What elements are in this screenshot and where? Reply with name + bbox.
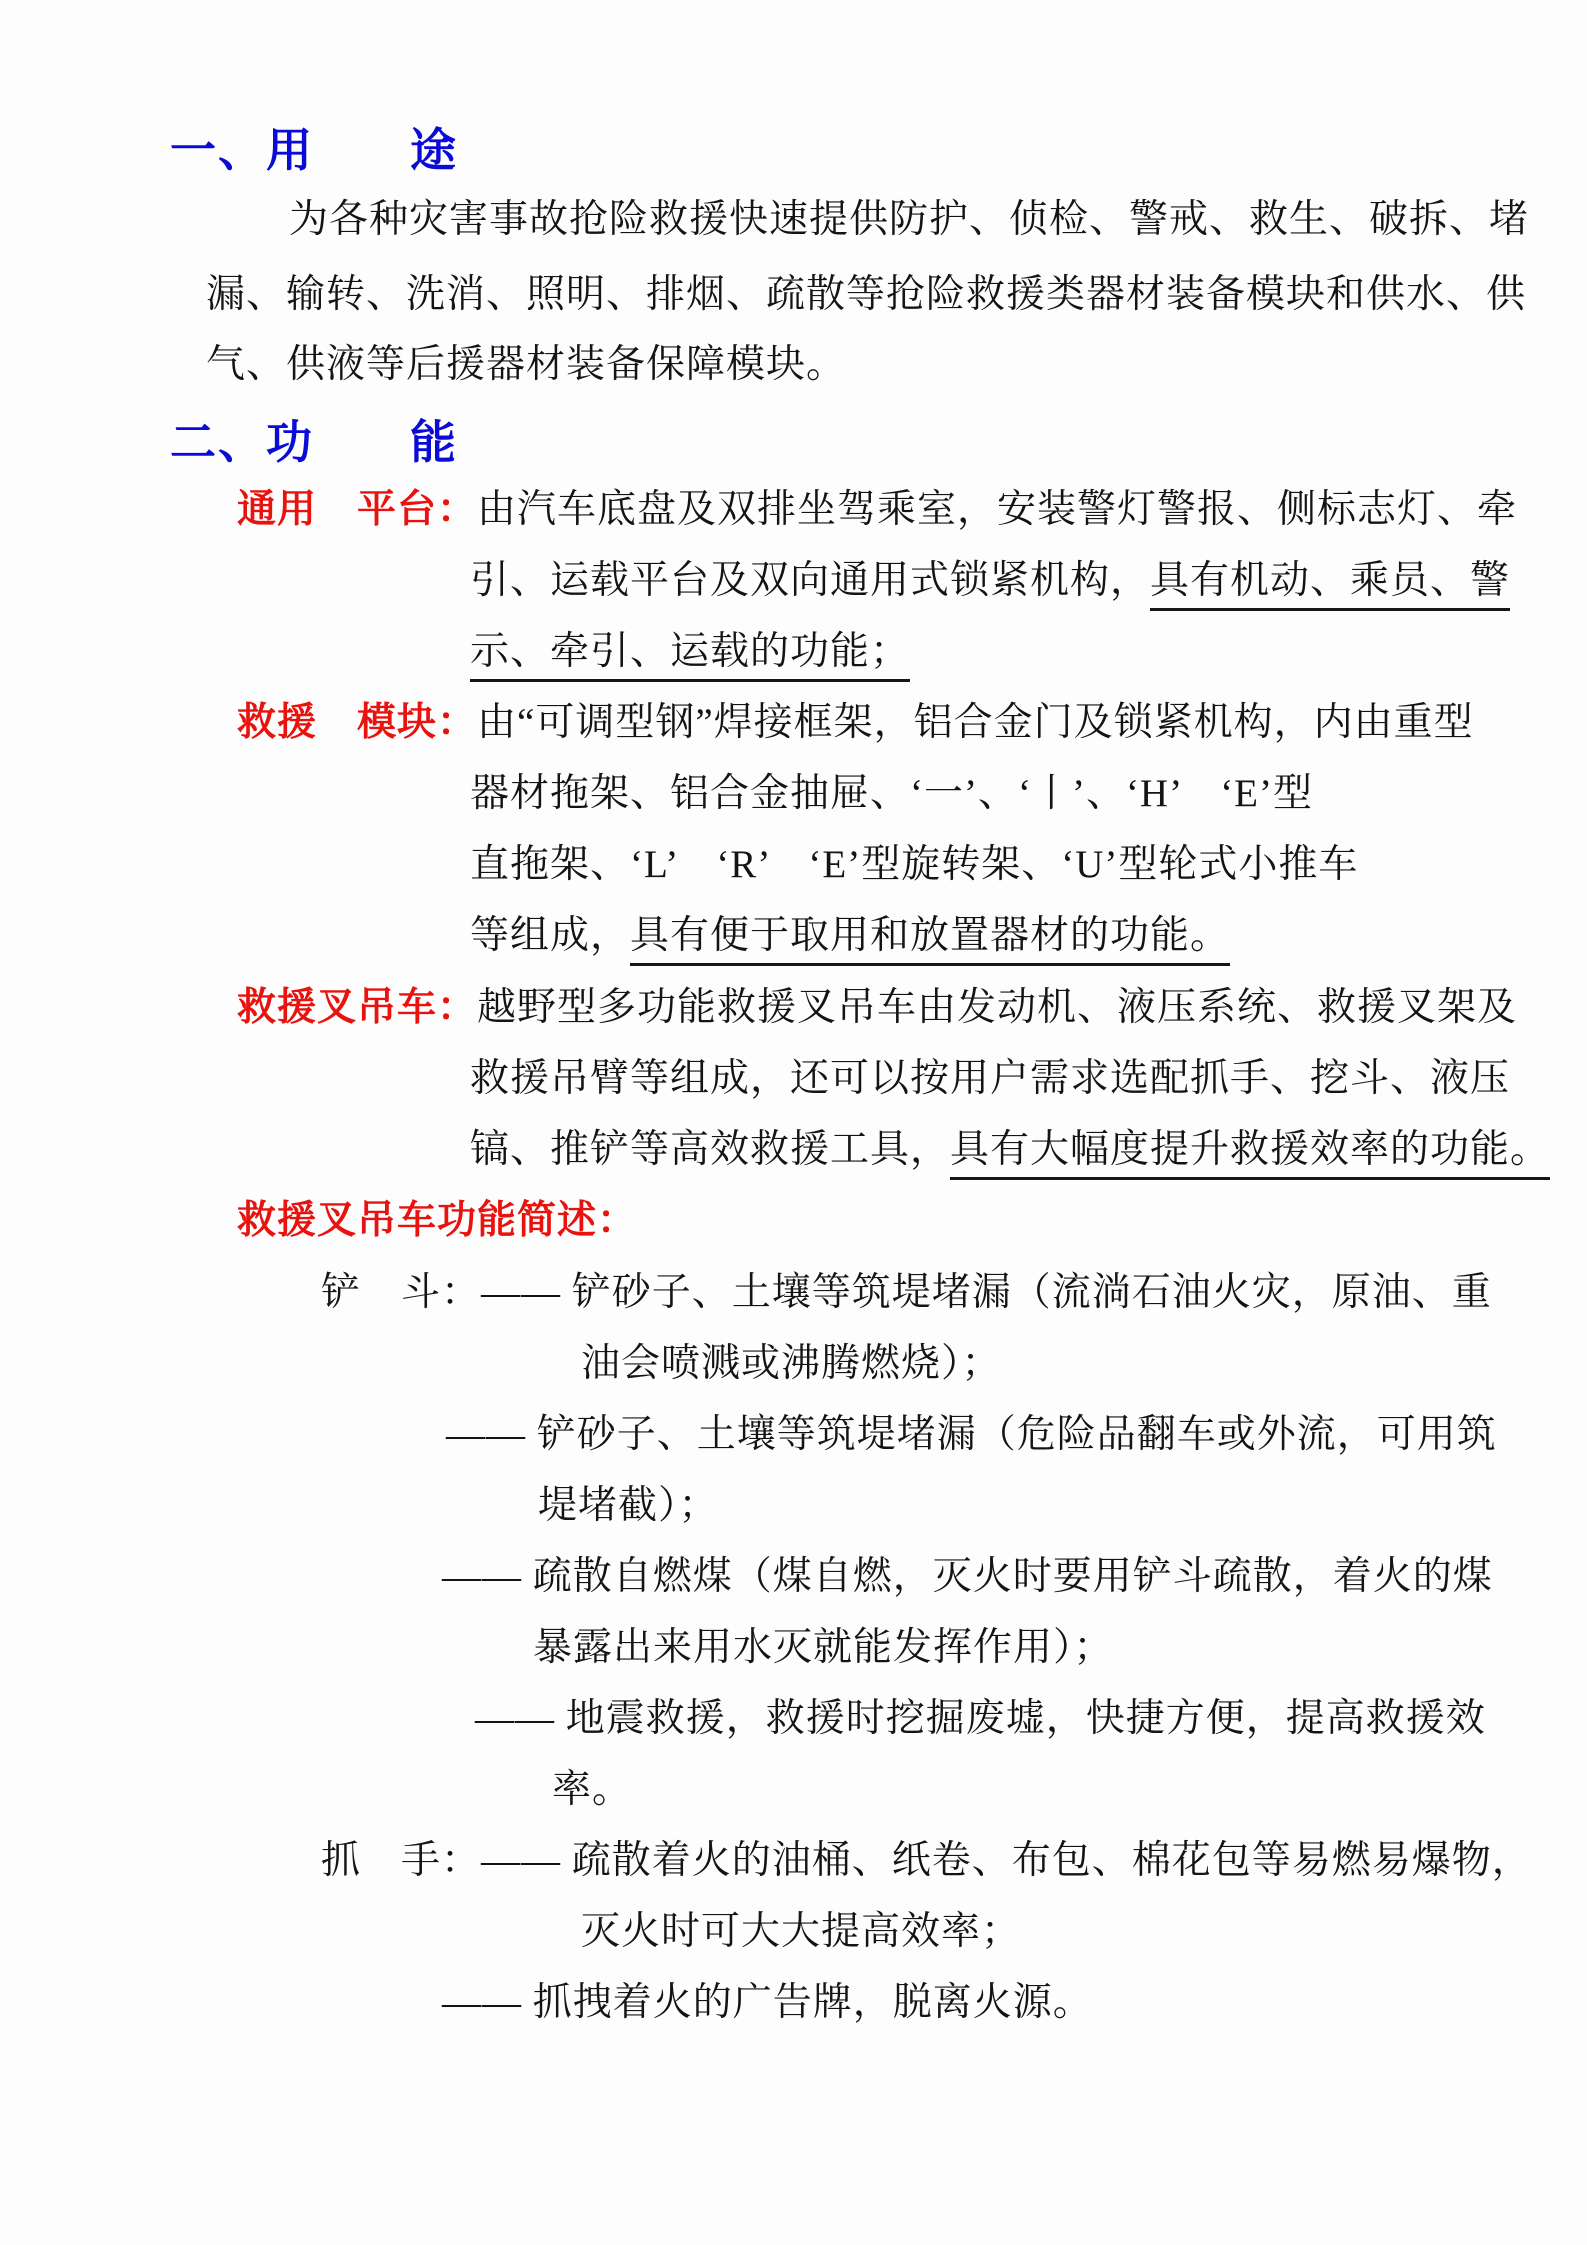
bucket-item-1-line-2-text-0: 油会喷溅或沸腾燃烧）； xyxy=(581,1342,1002,1385)
usage-para-line-3-text-0: 气、供液等后援器材装备保障模块。 xyxy=(206,343,847,386)
bucket-item-2-line-1 xyxy=(446,1411,1497,1460)
bucket-item-2-line-2-text-0: 堤堵截）； xyxy=(538,1484,719,1527)
crane-line-3-text-1: 具有大幅度提升救援效率的功能。 xyxy=(950,1128,1550,1180)
usage-para-line-2 xyxy=(206,271,1526,320)
bucket-item-4-line-1 xyxy=(475,1695,1486,1744)
rescue-module-line-2 xyxy=(470,770,1313,819)
crane-line-3-text-0: 镐、推铲等高效救援工具， xyxy=(470,1128,951,1171)
gripper-item-1-line-1-text-0: 抓 手：—— 疏散着火的油桶、纸卷、布包、棉花包等易燃易爆物， xyxy=(321,1839,1532,1882)
usage-para-line-2-text-0: 漏、输转、洗消、照明、排烟、疏散等抢险救援类器材装备模块和供水、供 xyxy=(206,273,1527,316)
rescue-module-line-4-text-1: 具有便于取用和放置器材的功能。 xyxy=(630,914,1230,966)
bucket-item-1-line-1-text-0: 铲 斗：—— 铲砂子、土壤等筑堤堵漏（流淌石油火灾，原油、重 xyxy=(321,1271,1492,1314)
crane-line-2 xyxy=(470,1055,1510,1104)
rescue-module-line-4-text-0: 等组成， xyxy=(470,914,631,957)
bucket-item-1-line-2 xyxy=(581,1340,1002,1389)
rescue-module-line-2-text-0: 器材拖架、铝合金抽屉、‘一’、‘丨’、‘H’ ‘E’型 xyxy=(470,772,1313,815)
usage-para-line-1-text-0: 为各种灾害事故抢险救援快速提供防护、侦检、警戒、救生、破拆、堵 xyxy=(289,198,1530,241)
bucket-item-4-line-2-text-0: 率。 xyxy=(552,1768,633,1811)
gripper-item-2-line-1-text-0: —— 抓拽着火的广告牌，脱离火源。 xyxy=(442,1981,1093,2024)
crane-line-2-text-0: 救援吊臂等组成，还可以按用户需求选配抓手、挖斗、液压 xyxy=(470,1057,1511,1100)
bucket-item-2-line-1-text-0: —— 铲砂子、土壤等筑堤堵漏（危险品翻车或外流，可用筑 xyxy=(446,1413,1497,1456)
gripper-item-1-line-1 xyxy=(321,1837,1532,1886)
bucket-item-3-line-1 xyxy=(442,1553,1493,1602)
heading-function-text-0: 二、功 能 xyxy=(170,417,458,468)
crane-line-1-text-1: 越野型多功能救援叉吊车由发动机、液压系统、救援叉架及 xyxy=(477,986,1518,1029)
rescue-module-line-3-text-0: 直拖架、‘L’ ‘R’ ‘E’型旋转架、‘U’型轮式小推车 xyxy=(470,843,1359,886)
bucket-item-4-line-2 xyxy=(552,1766,632,1815)
rescue-module-line-1-text-0: 救援 模块： xyxy=(237,701,478,744)
crane-brief-heading-text-0: 救援叉吊车功能简述： xyxy=(237,1199,638,1242)
platform-line-2-text-0: 引、运载平台及双向通用式锁紧机构， xyxy=(470,559,1151,602)
usage-para-line-3 xyxy=(206,341,846,390)
platform-line-3 xyxy=(470,628,910,677)
bucket-item-3-line-1-text-0: —— 疏散自燃煤（煤自燃，灭火时要用铲斗疏散，着火的煤 xyxy=(442,1555,1493,1598)
heading-function xyxy=(170,414,458,472)
crane-line-3 xyxy=(470,1126,1550,1175)
bucket-item-3-line-2 xyxy=(533,1624,1114,1673)
bucket-item-1-line-1 xyxy=(321,1269,1492,1318)
bucket-item-3-line-2-text-0: 暴露出来用水灭就能发挥作用）； xyxy=(533,1626,1114,1669)
bucket-item-2-line-2 xyxy=(538,1482,719,1531)
gripper-item-1-line-2-text-0: 灭火时可大大提高效率； xyxy=(581,1910,1022,1953)
platform-line-2-text-1: 具有机动、乘员、警 xyxy=(1150,559,1510,611)
bucket-item-4-line-1-text-0: —— 地震救援，救援时挖掘废墟，快捷方便，提高救援效 xyxy=(475,1697,1486,1740)
platform-line-1 xyxy=(237,486,1517,535)
gripper-item-1-line-2 xyxy=(581,1908,1021,1957)
heading-usage xyxy=(170,122,458,180)
rescue-module-line-1-text-1: 由“可调型钢”焊接框架，铝合金门及锁紧机构，内由重型 xyxy=(477,701,1474,744)
heading-usage-text-0: 一、用 途 xyxy=(170,125,458,176)
rescue-module-line-1 xyxy=(237,699,1474,748)
platform-line-2 xyxy=(470,557,1510,606)
crane-line-1 xyxy=(237,984,1517,1033)
crane-line-1-text-0: 救援叉吊车： xyxy=(237,986,478,1029)
gripper-item-2-line-1 xyxy=(442,1979,1093,2028)
usage-para-line-1 xyxy=(289,196,1529,245)
rescue-module-line-4 xyxy=(470,912,1230,961)
crane-brief-heading xyxy=(237,1197,637,1246)
platform-line-1-text-1: 由汽车底盘及双排坐驾乘室，安装警灯警报、侧标志灯、牵 xyxy=(477,488,1518,531)
rescue-module-line-3 xyxy=(470,841,1358,890)
platform-line-1-text-0: 通用 平台： xyxy=(237,488,478,531)
platform-line-3-text-0: 示、牵引、运载的功能； xyxy=(470,630,910,682)
